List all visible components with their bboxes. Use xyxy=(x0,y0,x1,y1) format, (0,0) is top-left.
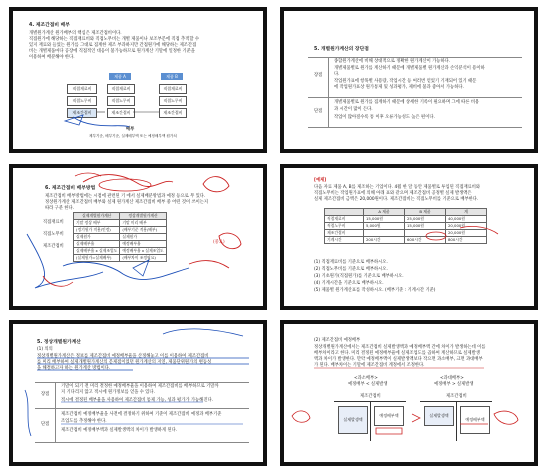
row-label: 제조간접비 xyxy=(43,244,64,249)
slide-6-sub: (2) 제조간접비 예정배부 xyxy=(314,338,361,343)
over-applied-sub: 예정배부 > 실제발생 xyxy=(434,382,474,387)
slide-2[interactable] xyxy=(280,7,538,153)
table-row xyxy=(325,237,487,244)
cell: 기말 정상 배부 xyxy=(74,220,120,227)
cell xyxy=(405,230,446,237)
cons-line: 과 시간이 많이 든다. xyxy=(334,107,373,112)
cell xyxy=(364,230,405,237)
table-header: B 제품 xyxy=(405,209,446,216)
cell: 제조간접비 xyxy=(325,230,364,237)
allocation-method-table xyxy=(73,212,167,262)
handwritten-note: (중요) xyxy=(213,240,225,245)
cell: (배부기준 적용/배부) xyxy=(120,227,166,234)
slide-4[interactable] xyxy=(280,164,538,310)
cons-line: 조업도를 추정해야 한다. xyxy=(61,419,107,424)
applied-cost-box: 예정배부액 xyxy=(460,406,490,434)
pros-line: 작업원가표에 항목별 사용량, 작업시간 등 여러번 얻었기 기재되어 있기 때문 xyxy=(334,79,477,84)
question: (3) 기초원가(직접원가)를 기준으로 배부하시오. xyxy=(314,274,404,279)
cell: 5,000원 xyxy=(364,223,405,230)
cell: (배부차이 조정필요) xyxy=(120,255,166,262)
cell: 직접노무비 xyxy=(107,96,135,106)
slide-4-line: 직접노무비는 작업원가표에 의해 아래 표와 같으며 제조간접비 공정별 실제 발생액은 xyxy=(314,191,472,196)
slide-5-line: 를 미리 배부하여 실제개별원가계산의 문제점이었던 원가계산의 지연, 제품단위원가의 변동성 xyxy=(37,360,212,365)
table-row xyxy=(74,227,167,234)
allocation-caption: 배부 xyxy=(126,127,135,132)
slide-2-title: 5. 개별원가계산의 장단점 xyxy=(314,47,369,52)
cell: 직접노무비 xyxy=(325,223,364,230)
slide-6-line: 액과 차이가 발생한다. 만약 예정배부액이 실제발생액보다 작으면 과소배부, 크면 과대배부 xyxy=(314,357,483,362)
question: (5) 제품별 원가계산표를 작성하시오. (배부기준 : 기계시간 기준) xyxy=(314,288,436,293)
cell: 직접재료비 xyxy=(325,216,364,223)
cons-line: 제조간접비 예정배부율을 사전에 결정하기 위하여 기준이 제조간접비 예정과 배부기준 xyxy=(61,412,222,417)
pros-line: 에 작업원가표상 원가통제 및 성과평가, 제비에 불과 좋아서 가능하다. xyxy=(334,85,464,90)
cell: 20,000원 xyxy=(446,223,487,230)
slide-4-line: 실제 제조간접비 금액은 20,000원이다. 제조간접비는 직접노무비를 기준으로 배부한다. xyxy=(314,197,479,202)
slide-5[interactable] xyxy=(9,320,267,466)
cell: 200시간 xyxy=(364,237,405,244)
slide-3-line: 제조간접비 배부방법에는 시점에 관련된 기 에서 실제배분방법과 예정 등으로 무 있다. xyxy=(45,194,206,199)
cell: 실제배부율 x 실제조업도 xyxy=(74,248,120,255)
allocation-caption-sub: 제부기준, 배부기준, 실제배부액 또는 예정배부액 원가치 xyxy=(89,134,177,138)
cons-line: 제조간접비 예정배부액과 실제발생액의 차이가 발생하게 된다. xyxy=(61,428,178,433)
table-row xyxy=(74,255,167,262)
cell: 기계시간 xyxy=(325,237,364,244)
product-a-header: 제품 A xyxy=(109,73,131,80)
cell: 600시간 xyxy=(405,237,446,244)
under-applied-sub: 예정배부 < 실제발생 xyxy=(348,382,388,387)
slide-3[interactable] xyxy=(9,164,267,310)
row-label: 직접재료비 xyxy=(43,220,64,225)
question: (4) 기계시간을 기준으로 배부하시오. xyxy=(314,281,384,286)
slide-1-line: 이용하여 배분해야 한다. xyxy=(29,55,75,60)
table-header: 정상개별원가계산 xyxy=(120,213,166,220)
slide-5-sub: (1) 의의 xyxy=(37,347,53,352)
question: (2) 직접노무비를 기준으로 배부하시오. xyxy=(314,267,388,272)
slide-6-line: 정상개별원가계산에서는 제조간접비 실제발생액과 예정배부액 간에 차이가 발생하는데 이를 xyxy=(314,345,486,350)
table-row xyxy=(74,220,167,227)
cons-label: 단점 xyxy=(41,422,50,427)
table-row xyxy=(325,230,487,237)
cell: (실제원가=실제배부) xyxy=(74,255,120,262)
cell: 25,000원 xyxy=(405,216,446,223)
cell: 직접노무비 xyxy=(159,96,187,106)
slide-1-line: 개별원가계산 원가배부의 핵심은 제조간접비이다. xyxy=(29,31,122,36)
cell: 20,000원 xyxy=(446,230,487,237)
cell: 예정배부율 xyxy=(120,241,166,248)
table-header xyxy=(325,209,364,216)
slide-1-line: 직접원가에 해당하는 직접재료비와 직접노무비는 개별 제품이나 보조부문에 직접 추적할 수 xyxy=(29,37,200,42)
pros-line: 다. xyxy=(334,72,340,77)
slide-1[interactable] xyxy=(9,7,267,153)
pros-line: 종합원가계산에 비해 상대적으로 정확한 원가계산이 가능하다. xyxy=(334,59,451,64)
applied-cost-box: 예정배부액 xyxy=(374,406,404,426)
cell: 15,000원 xyxy=(364,216,405,223)
slide-3-title: 6. 제조간접비 배부방법 xyxy=(45,186,96,191)
table-header: 실제개별원가계산 xyxy=(74,213,120,220)
actual-cost-box: 실제발생액 xyxy=(424,406,454,426)
cons-label: 단점 xyxy=(314,109,323,114)
cell: 제조간접비 xyxy=(107,108,135,118)
slide-3-line: 정상원가계산 제조간접비 배부와 실제 원가계산 제조간접비 배부 중 어떤 것이 쓰이는지 xyxy=(45,200,209,205)
cell: 예정배부율 x 실제조업도 xyxy=(120,248,166,255)
slide-6-line: 배부차이라고 한다. 미리 결정된 예정배부율에 실제조업도를 곱하여 계산하므로 실제발생 xyxy=(314,351,480,356)
cell: 제조간접비 xyxy=(159,108,187,118)
table-row xyxy=(74,234,167,241)
slide-1-title: 4. 제조간접비 배부 xyxy=(29,23,70,28)
cell: 기말 미리 배부 xyxy=(120,220,166,227)
cell: (정기원가 적용/인정) xyxy=(74,227,120,234)
over-applied-title: <과대배부> xyxy=(440,376,464,381)
slide-3-line: 따라 구분 한다. xyxy=(45,206,75,211)
example-tag: [예제] xyxy=(314,178,327,183)
pros-line: 적시에 결정된 배부율을 사용하여 제조간접비 통제 가능, 성과 평가가 가능해진다. xyxy=(61,398,213,403)
slide-6-line: 가 된다. 배부차이는 기말에 제조간접비 계정에서 조정한다. xyxy=(314,363,425,368)
slide-1-line: 있지 재료와 들었는 원가를 그대로 집계한 제조 부과하지만 간접원가에 해당하는 제조간접 xyxy=(29,43,197,48)
slide-5-title: 5. 정상개별원가계산 xyxy=(37,340,81,345)
row-label-direct-labor: 직접노무비 xyxy=(67,96,97,106)
row-label-overhead: 제조간접비 xyxy=(67,108,97,118)
cell: 직접재료비 xyxy=(107,84,135,94)
cell: 실제원가 xyxy=(120,234,166,241)
table-header: 계 xyxy=(446,209,487,216)
pros-line: 기말이 되기 전 미리 결정한 예정배부율을 이용하여 제조간접비를 배부하므로 기말까 xyxy=(61,384,219,389)
under-applied-title: <과소배부> xyxy=(354,376,378,381)
cell: 직접재료비 xyxy=(159,84,187,94)
table-row xyxy=(74,248,167,255)
cell: 실제배부율 xyxy=(74,241,120,248)
cell: 15,000원 xyxy=(405,223,446,230)
cell: 40,000원 xyxy=(446,216,487,223)
table-row xyxy=(74,241,167,248)
overhead-account-label: 제조간접비 xyxy=(446,394,467,399)
actual-cost-box: 실제발생액 xyxy=(338,406,368,434)
slide-5-line: 을 해결하고자 하는 원가계산 방법이다. xyxy=(37,366,111,371)
overhead-account-label: 제조간접비 xyxy=(360,394,381,399)
cell: 실제원가 xyxy=(74,234,120,241)
product-b-header: 제품 B xyxy=(161,73,183,80)
example-data-table xyxy=(324,208,487,244)
cons-line: 작업이 많아질수록 통 이후 오류가능성도 높은 편이다. xyxy=(334,115,435,120)
cons-line: 개별제품별로 원가를 집계하기 때문에 상세한 기록이 필요하며 그에 따른 비용 xyxy=(334,100,480,105)
pros-line: 개별제품별로 원가를 계산하기 때문에 개별제품별 원가계산과 손익분석이 용이하 xyxy=(334,66,485,71)
question: (1) 직접재료비를 기준으로 배부하시오. xyxy=(314,260,388,265)
slide-5-line: 정상개별원가계산은 정보를 제조간접비 예정배부율을 산정해놓고 이를 이용하여 제조간접비 xyxy=(37,354,209,359)
pros-label: 장점 xyxy=(41,392,50,397)
row-label-direct-material: 직접재료비 xyxy=(67,84,97,94)
table-header: A 제품 xyxy=(364,209,405,216)
slide-4-line: 다음 자료 제품 A, B를 제조하는 기업이다. 4월 한 달 동안 제품별로 투입된 직접재료비와 xyxy=(314,185,481,190)
slide-1-line: 비는 개별제품마다 공장에 직접적인 대응이 불가능하므로 원가계산 기말에 일정한 기준을 xyxy=(29,49,195,54)
slide-6[interactable] xyxy=(280,320,538,466)
cell: 800시간 xyxy=(446,237,487,244)
pros-line: 지 기다리지 않고 적시에 원가정보를 얻을 수 있다. xyxy=(61,390,155,395)
pros-label: 장점 xyxy=(314,73,323,78)
row-label: 직접노무비 xyxy=(43,232,64,237)
table-row xyxy=(325,216,487,223)
table-row xyxy=(325,223,487,230)
